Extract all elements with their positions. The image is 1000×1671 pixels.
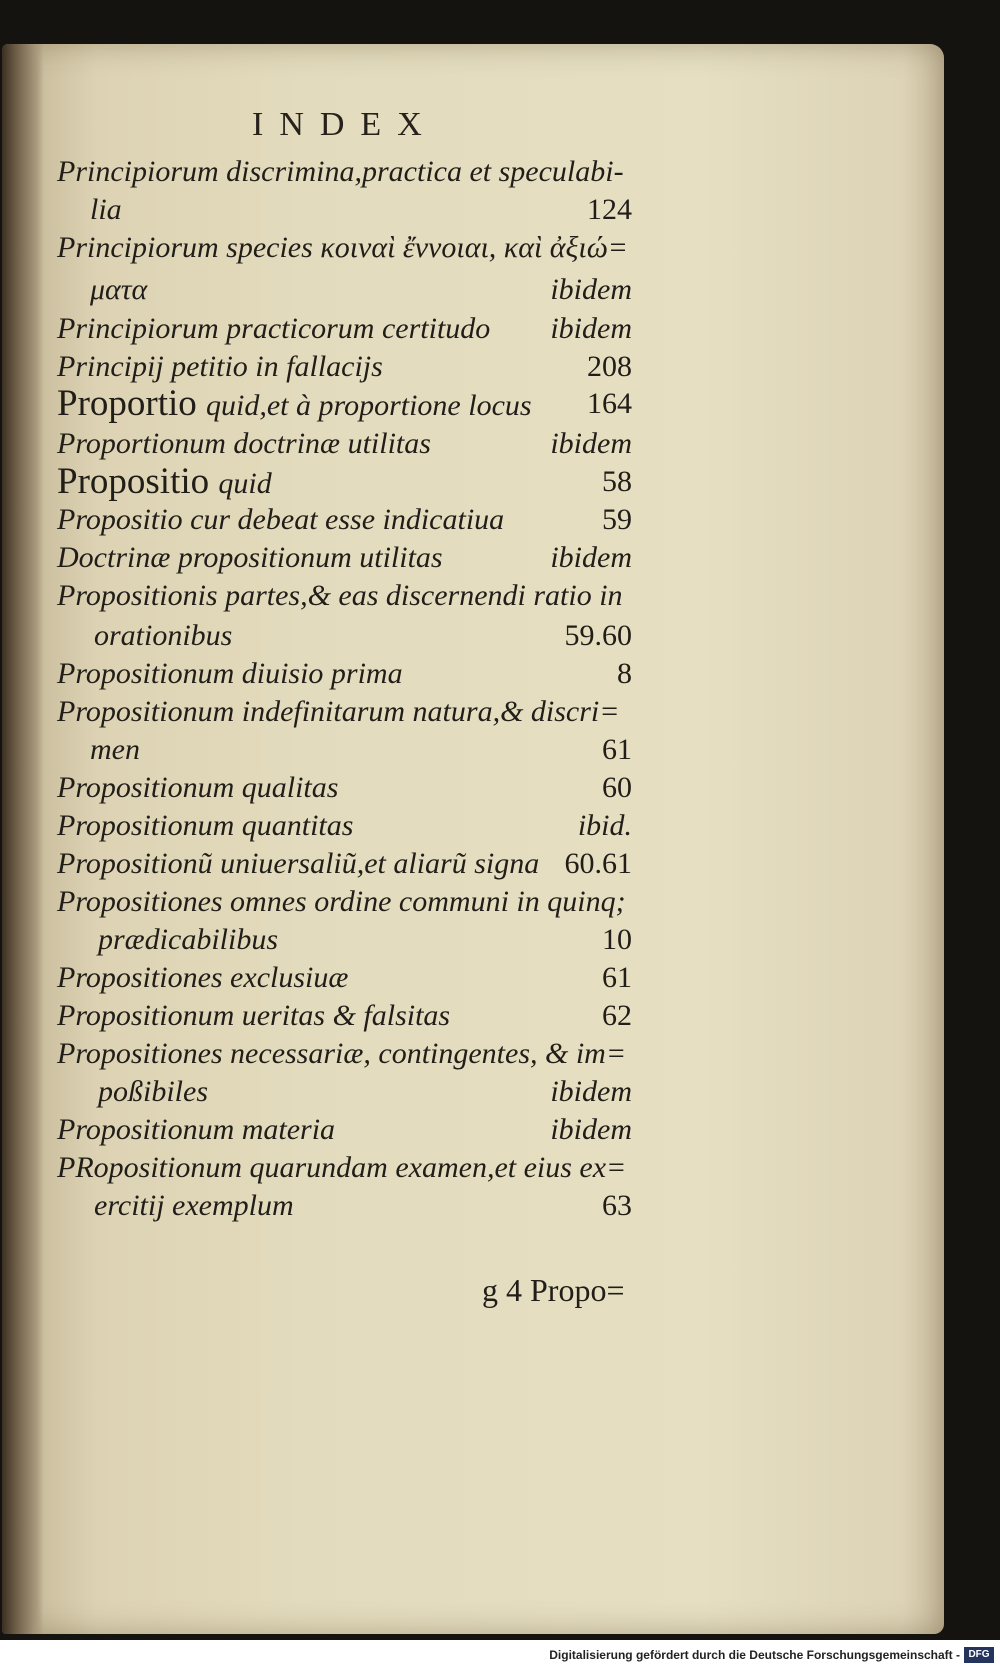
entry-term: Propositiones necessariæ, contingentes, & im= [57,1037,627,1070]
entry-term: Propositiones omnes ordine communi in quinq; [57,885,626,918]
entry-term-head: Propositio [57,461,210,502]
entry-term: ματα [90,273,148,306]
entry-term: lia [90,193,122,226]
index-entries [2,44,944,1634]
entry-ref: 63 [602,1189,632,1222]
entry-term: Principiorum discrimina,practica et speculabi- [57,155,624,188]
entry-ref: 60 [602,771,632,804]
entry-term: Proportionum doctrinæ utilitas [57,427,431,460]
entry-ref: 58 [602,465,632,498]
entry-ref: 208 [587,350,632,383]
catchword: g 4 Propo= [482,1272,625,1308]
entry-term: Principiorum species κοιναὶ ἔννοιαι, καὶ ἀξιώ= [57,231,628,264]
entry-term: Propositionum diuisio prima [57,657,403,690]
entry-ref: 8 [617,657,632,690]
index-entry [2,576,944,620]
footer-bar [0,1640,1000,1671]
entry-term: prædicabilibus [98,923,279,956]
entry-ref: ibidem [550,312,632,345]
entry-term-rest: quid [218,467,272,500]
entry-ref: 61 [602,733,632,766]
entry-term: Propositionum ueritas & falsitas [57,999,451,1032]
dfg-logo-icon: DFG [964,1647,994,1663]
entry-term: ercitij exemplum [94,1189,294,1222]
entry-term: men [90,733,140,766]
entry-term: Propositiones exclusiuæ [57,961,349,994]
index-entry [2,228,944,272]
book-page [2,44,944,1634]
entry-term: Propositionũ uniuersaliũ,et aliarũ signa [57,847,540,880]
entry-ref: 164 [587,387,632,420]
entry-ref: 59 [602,503,632,536]
entry-term: poßibiles [98,1075,208,1108]
index-entry [2,1186,944,1230]
entry-term-rest: quid,et à proportione locus [206,389,532,422]
entry-term: Propositionum quantitas [57,809,354,842]
entry-ref: 62 [602,999,632,1032]
entry-ref: 124 [587,193,632,226]
entry-term: Propositionum qualitas [57,771,339,804]
index-entry [2,384,944,428]
page-header: INDEX [252,106,438,143]
entry-ref: ibidem [550,273,632,306]
entry-term: Doctrinæ propositionum utilitas [57,541,443,574]
entry-term [57,462,272,504]
entry-ref: ibidem [550,1075,632,1108]
entry-term: Propositionum indefinitarum natura,& discri= [57,695,620,728]
entry-ref: ibidem [550,1113,632,1146]
entry-term-head: Proportio [57,383,197,424]
entry-ref: 59.60 [564,619,632,652]
entry-ref: 10 [602,923,632,956]
entry-ref: ibidem [550,427,632,460]
entry-term: Propositio cur debeat esse indicatiua [57,503,505,536]
entry-term: orationibus [94,619,233,652]
footer-credit: Digitalisierung gefördert durch die Deutsche Forschungsgemeinschaft - [549,1648,960,1662]
entry-term [57,384,532,426]
entry-ref: ibid. [577,809,632,842]
entry-ref: 61 [602,961,632,994]
entry-term: Principiorum practicorum certitudo [57,312,491,345]
entry-term: Principij petitio in fallacijs [57,350,383,383]
entry-term: PRopositionum quarundam examen,et eius ex= [57,1151,627,1184]
entry-ref: ibidem [550,541,632,574]
index-entry [2,270,944,314]
entry-term: Propositionis partes,& eas discernendi ratio in [57,579,623,612]
entry-ref: 60.61 [564,847,632,880]
entry-term: Propositionum materia [57,1113,336,1146]
